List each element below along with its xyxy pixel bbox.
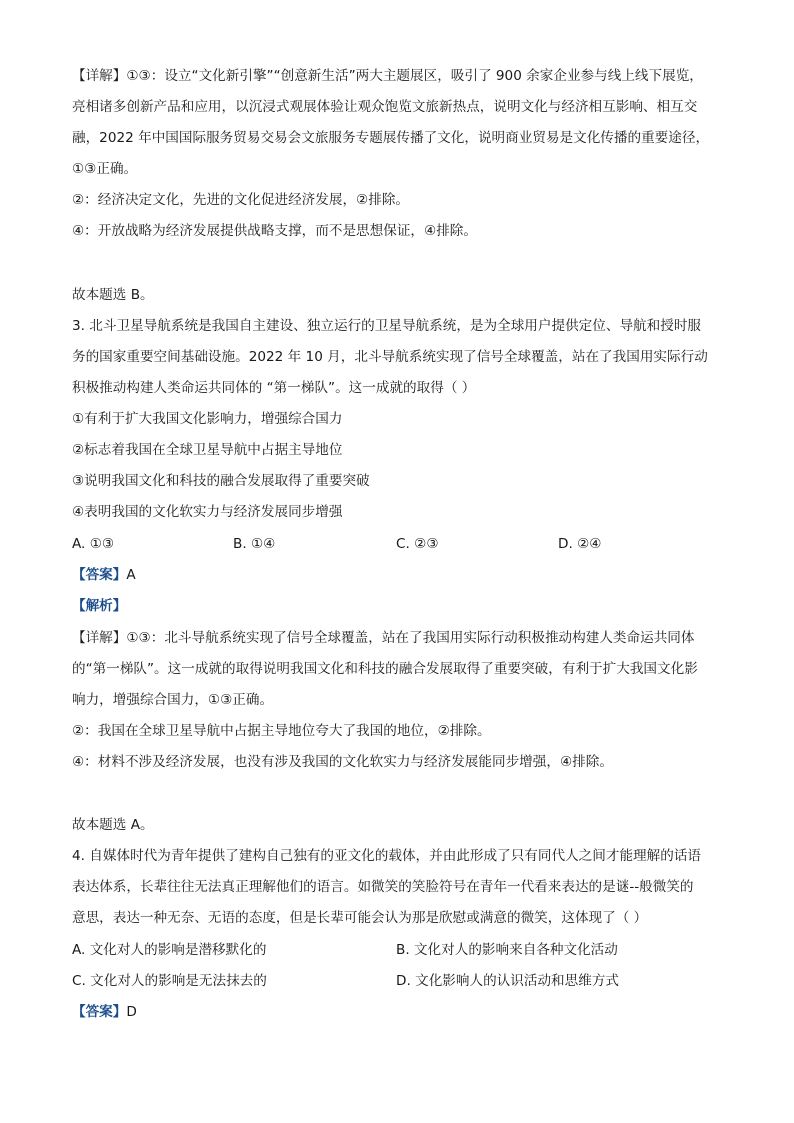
q3-analysis-row (72, 596, 126, 616)
q4-stem-line-3: 意思，表达一种无奈、无语的态度，但是长辈可能会认为那是欣慰或满意的微笑，这体现了（ ） (72, 910, 648, 926)
detail-line-2: 亮相诸多创新产品和应用，以沉浸式观展体验让观众饱览文旅新热点，说明文化与经济相互影响、相互交 (72, 99, 698, 115)
q4-option-d: D. 文化影响人的认识活动和思维方式 (396, 973, 620, 989)
q3-detail-line-5: ④：材料不涉及经济发展，也没有涉及我国的文化软实力与经济发展能同步增强，④排除。 (72, 754, 613, 770)
q4-option-c: C. 文化对人的影响是无法抹去的 (72, 973, 267, 989)
q3-detail-line-4: ②：我国在全球卫星导航中占据主导地位夸大了我国的地位，②排除。 (72, 723, 491, 739)
q3-option-b: B. ①④ (233, 536, 276, 552)
q3-stem-line-1: 3. 北斗卫星导航系统是我国自主建设、独立运行的卫星导航系统，是为全球用户提供定位、导航和授时服 (72, 318, 702, 334)
q3-detail-line-3: 响力，增强综合国力，①③正确。 (72, 692, 274, 708)
detail-line-3: 融，2022 年中国国际服务贸易交易会文旅服务专题展传播了文化，说明商业贸易是文化传播的重要途径， (72, 130, 710, 146)
q3-answer-label: 【答案】 (72, 567, 127, 583)
q3-option-a: A. ①③ (72, 536, 115, 552)
q3-item-1: ①有利于扩大我国文化影响力，增强综合国力 (72, 411, 343, 427)
q3-stem-line-2: 务的国家重要空间基础设施。2022 年 10 月，北斗导航系统实现了信号全球覆盖，站在了我国用实际行动 (72, 349, 708, 365)
q4-stem-line-2: 表达体系，长辈往往无法真正理解他们的语言。如微笑的笑脸符号在青年一代看来表达的是谜--般微笑的 (72, 879, 694, 895)
q3-item-3: ③说明我国文化和科技的融合发展取得了重要突破 (72, 473, 370, 489)
q3-answer-row (72, 565, 136, 585)
q3-item-4: ④表明我国的文化软实力与经济发展同步增强 (72, 504, 343, 520)
q3-stem-line-3: 积极推动构建人类命运共同体的 “第一梯队”。这一成就的取得（ ） (72, 380, 476, 396)
q3-analysis-label: 【解析】 (72, 598, 127, 614)
q3-conclusion: 故本题选 A。 (72, 817, 154, 833)
q3-item-2: ②标志着我国在全球卫星导航中占据主导地位 (72, 442, 343, 458)
q4-answer-label: 【答案】 (72, 1004, 127, 1020)
q4-answer-value: D (126, 1004, 137, 1020)
q3-detail-line-1: 【详解】①③：北斗导航系统实现了信号全球覆盖，站在了我国用实际行动积极推动构建人类命运共同体 (72, 630, 695, 646)
q3-option-d: D. ②④ (558, 536, 602, 552)
q4-option-a: A. 文化对人的影响是潜移默化的 (72, 942, 267, 958)
detail-line-6: ④：开放战略为经济发展提供战略支撑，而不是思想保证，④排除。 (72, 223, 477, 239)
q4-answer-row (72, 1002, 137, 1022)
detail-line-4: ①③正确。 (72, 161, 138, 177)
q4-option-b: B. 文化对人的影响来自各种文化活动 (396, 942, 618, 958)
detail-line-5: ②：经济决定文化，先进的文化促进经济发展，②排除。 (72, 192, 410, 208)
q3-answer-value: A (126, 567, 136, 583)
q3-option-c: C. ②③ (396, 536, 439, 552)
conclusion-line: 故本题选 B。 (72, 287, 154, 303)
q3-detail-line-2: 的“第一梯队”。这一成就的取得说明我国文化和科技的融合发展取得了重要突破，有利于扩大我国文化影 (72, 661, 698, 677)
q4-stem-line-1: 4. 自媒体时代为青年提供了建构自己独有的亚文化的载体，并由此形成了只有同代人之间才能理解的话语 (72, 848, 702, 864)
detail-line-1: 【详解】①③：设立“文化新引擎”“创意新生活”两大主题展区，吸引了 900 余家企业参与线上线下展览， (72, 68, 703, 84)
